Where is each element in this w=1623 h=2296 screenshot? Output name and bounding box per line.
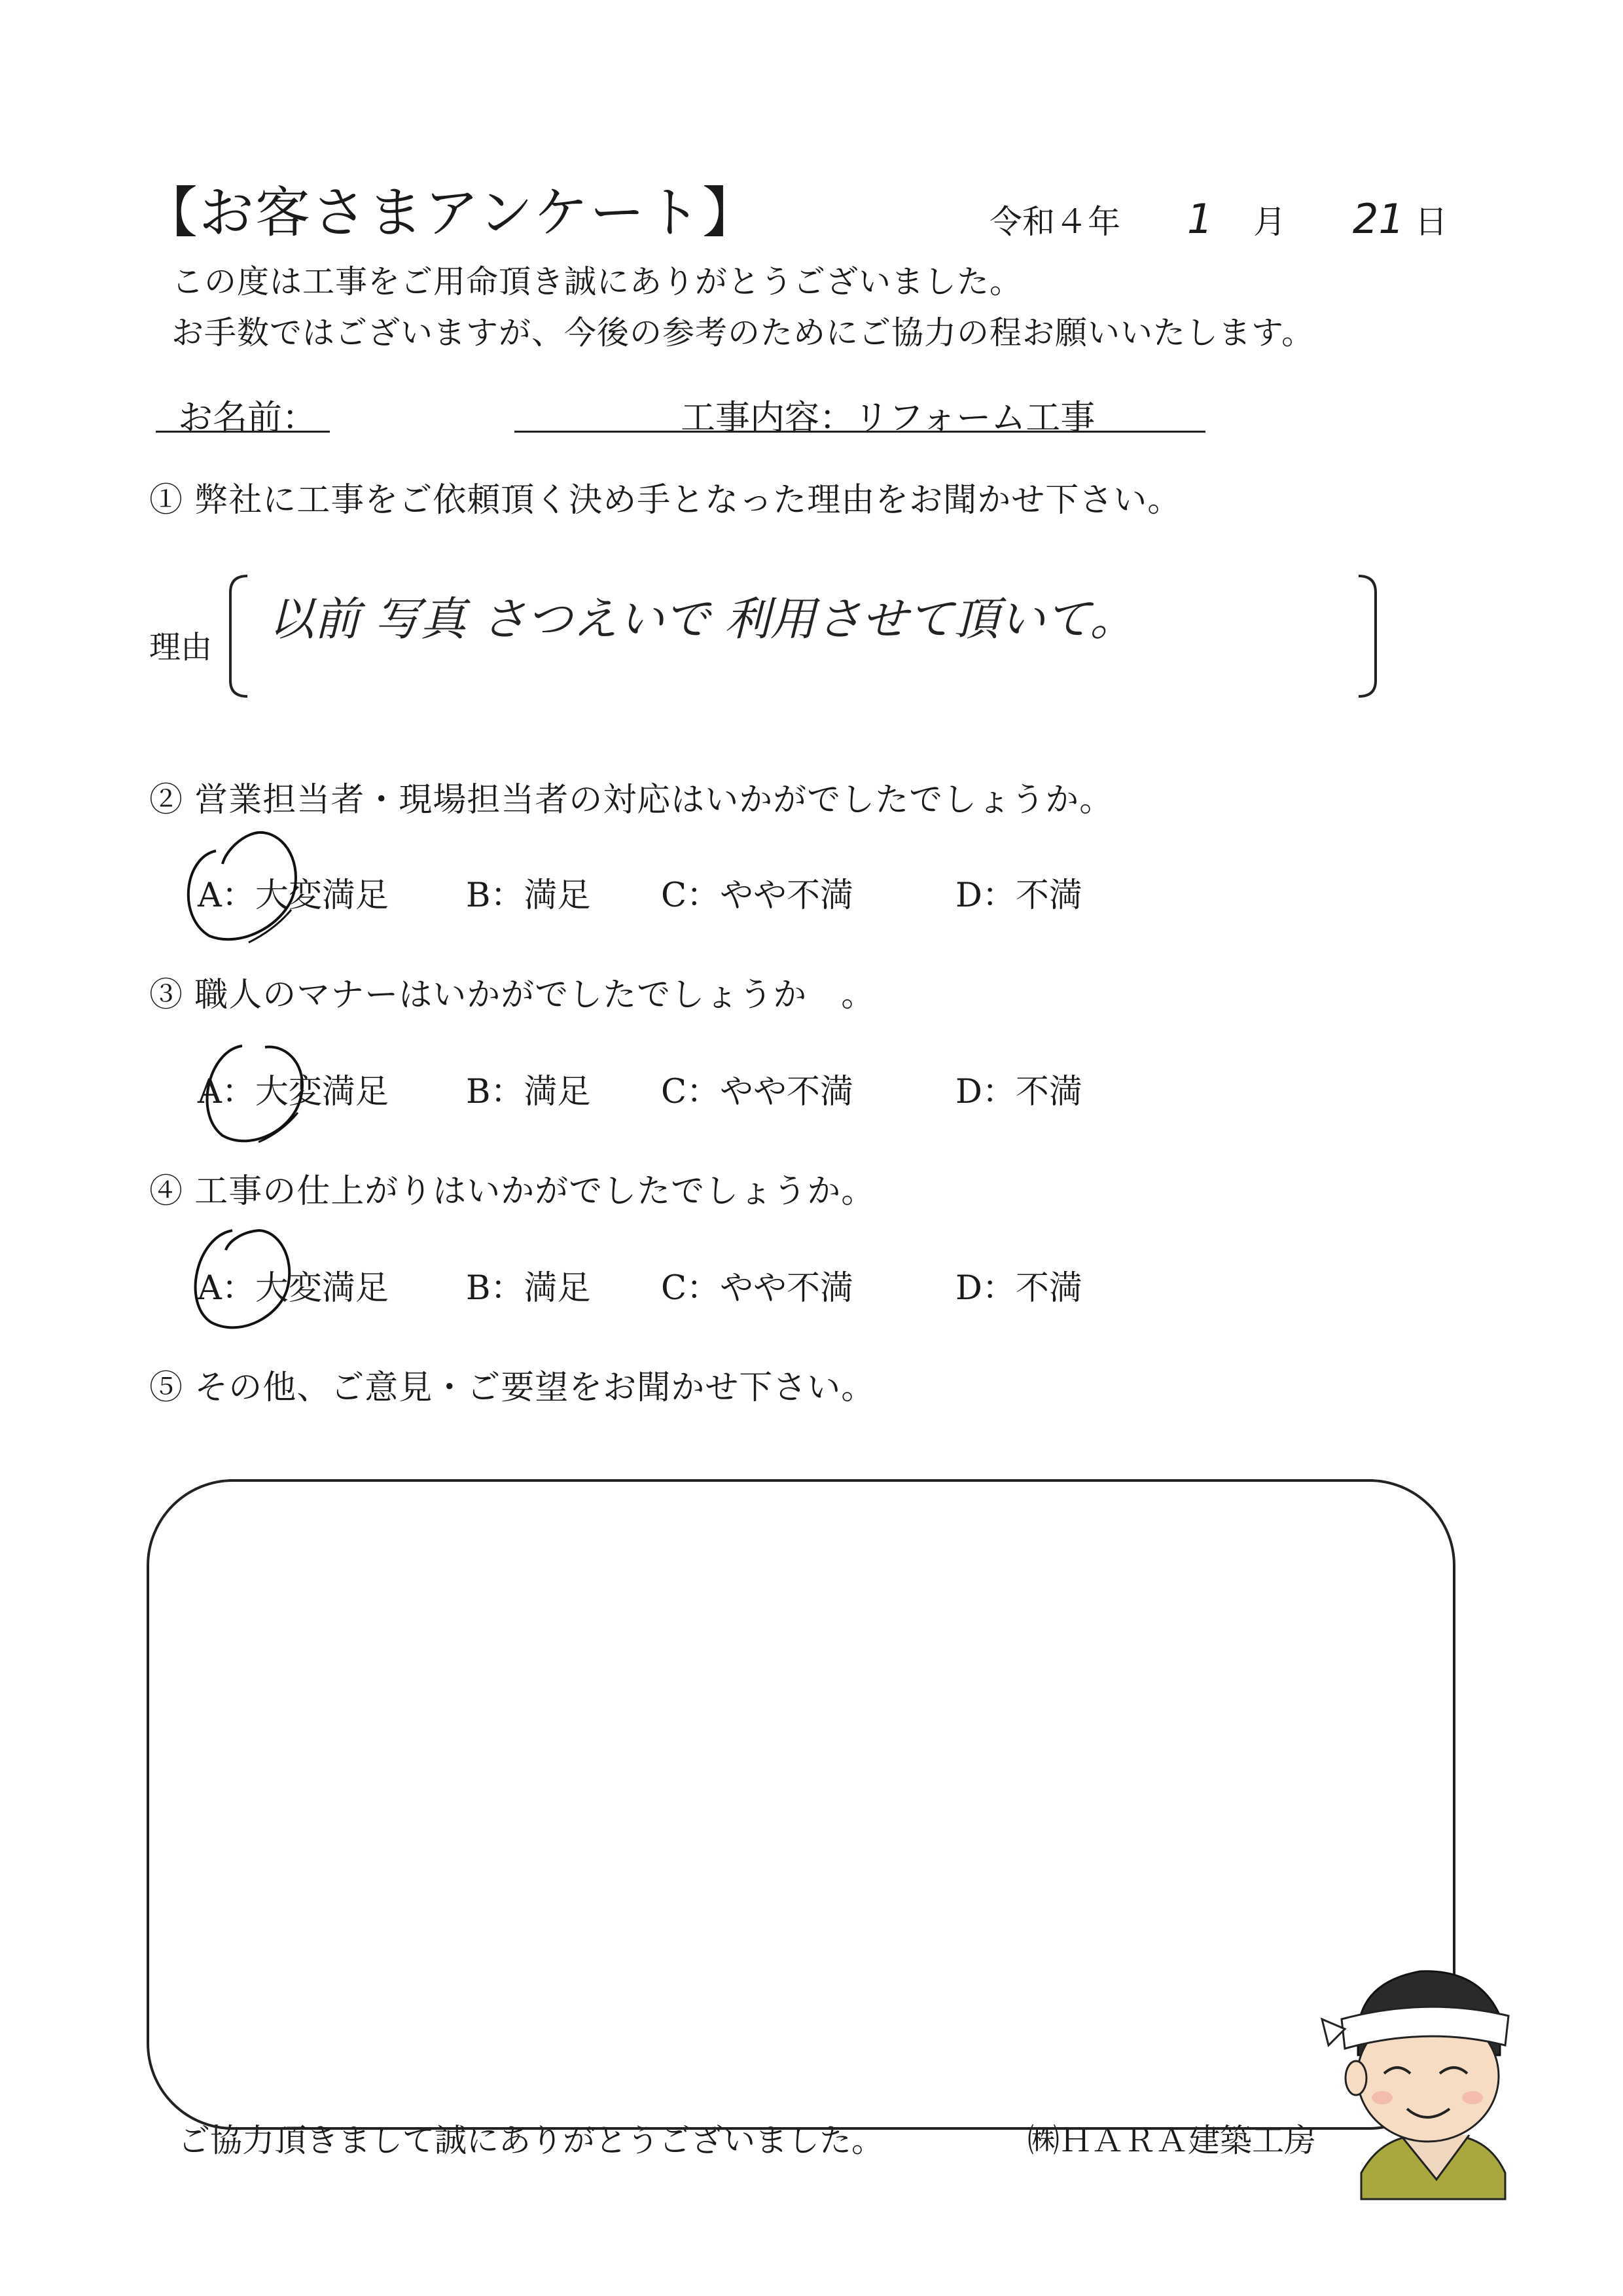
q4-option-d: D：不満 [955,1269,1082,1308]
reason-answer: 以前 写真 さつえいで 利用させて頂いて。 [268,592,1136,646]
q3-option-d: D：不満 [955,1073,1082,1111]
mascot-illustration [1322,1971,1508,2199]
q3-option-a: A：大変満足 [198,1073,389,1111]
work-content-label: 工事内容：リフォーム工事 [681,398,1096,438]
q2-option-d: D：不満 [955,876,1082,915]
q3-option-b: B：満足 [466,1073,591,1111]
company-name: ㈱ＨＡＲＡ建築工房 [1027,2122,1317,2159]
q2-selected-circle [188,833,296,939]
q4-option-c: C：やや不満 [661,1269,854,1308]
footer-thanks: ご協力頂きまして誠にありがとうございました。 [178,2122,884,2159]
mascot-ear [1346,2061,1366,2095]
mascot-cheek-left [1372,2091,1393,2104]
reason-bracket-right [1359,576,1376,696]
question-5: ⑤ その他、ご意見・ご要望をお聞かせ下さい。 [149,1369,876,1407]
question-1: ① 弊社に工事をご依頼頂く決め手となった理由をお聞かせ下さい。 [149,481,1182,520]
reason-label: 理由 [149,629,213,666]
q2-option-b: B：満足 [466,876,591,915]
intro-line-2: お手数ではございますが、今後の参考のためにご協力の程お願いいたします。 [171,314,1315,351]
name-label: お名前： [178,398,317,438]
comment-box [148,1480,1454,2128]
date-era-year: 令和４年 [990,203,1120,241]
question-2: ② 営業担当者・現場担当者の対応はいかがでしたでしょうか。 [149,781,1114,819]
question-3: ③ 職人のマナーはいかがでしたでしょうか 。 [149,976,876,1014]
q3-option-c: C：やや不満 [661,1073,854,1111]
q4-option-b: B：満足 [466,1269,591,1308]
date-day-value: 21 [1352,195,1404,243]
q4-option-a: A：大変満足 [198,1269,389,1308]
q4-selected-circle [196,1230,290,1327]
date-month-label: 月 [1253,203,1287,241]
q2-option-c: C：やや不満 [661,876,854,915]
date-day-label: 日 [1414,203,1448,241]
intro-line-1: この度は工事をご用命頂き誠にありがとうございました。 [171,263,1023,300]
mascot-cheek-right [1462,2091,1483,2104]
reason-bracket-left [230,576,247,696]
survey-title: 【お客さまアンケート】 [143,181,758,245]
q3-selected-circle [207,1046,302,1141]
question-4: ④ 工事の仕上がりはいかがでしたでしょうか。 [149,1172,876,1211]
q2-option-a: A：大変満足 [198,876,389,915]
date-month-value: 1 [1186,195,1213,243]
